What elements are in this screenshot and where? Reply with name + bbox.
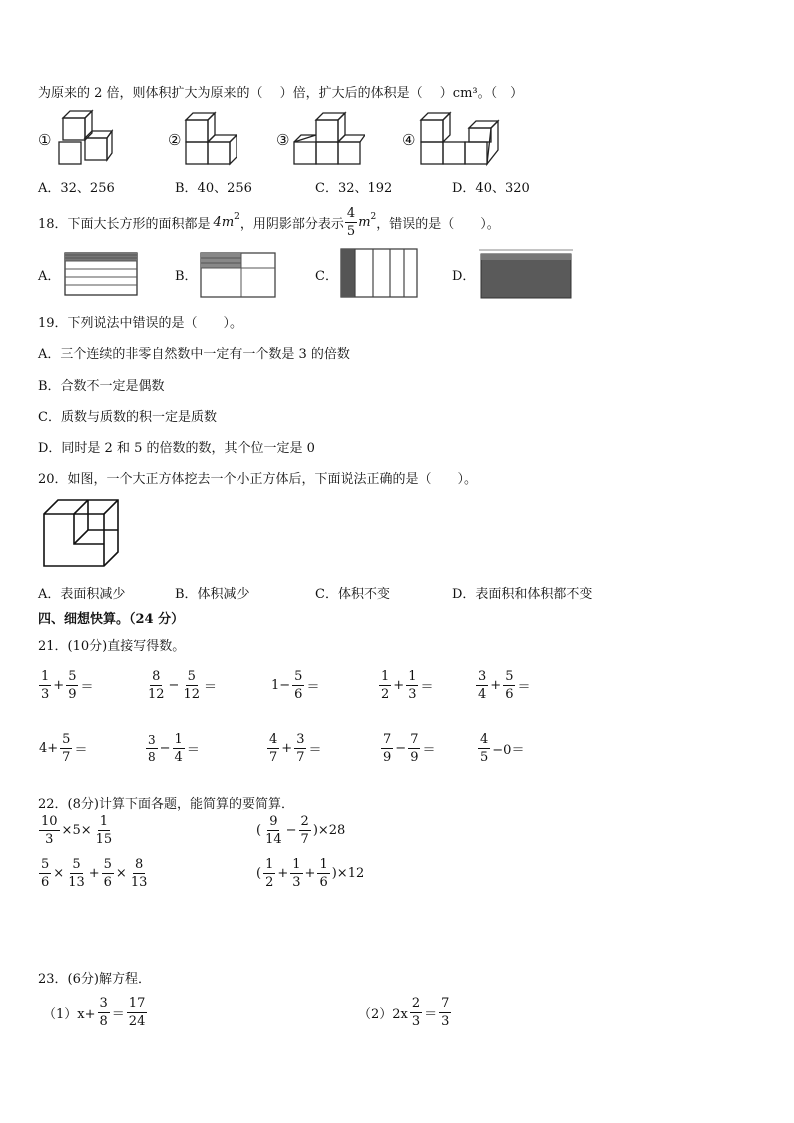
q20-option-c[interactable]: C．体积不变 bbox=[315, 587, 390, 602]
q18-stem-post: ，错误的是（ ）。 bbox=[376, 216, 500, 232]
q18-area: 4 bbox=[213, 214, 222, 230]
q18-option-c[interactable]: C． bbox=[315, 269, 338, 284]
q18-figure-d bbox=[476, 246, 576, 302]
q22-expr-2: ( $\frac{9}{14}$ − $\frac{2}{7}$ )×28 bbox=[256, 814, 346, 847]
q18-fraction: $\frac{4}{5}$ bbox=[346, 205, 356, 239]
q21-item-7: $\frac{3}{8}$ − $\frac{1}{4}$ ＝ bbox=[148, 732, 200, 765]
q21-item-8: $\frac{4}{7}$ + $\frac{3}{7}$ ＝ bbox=[269, 732, 322, 765]
q17-fig-label-1: ① bbox=[38, 131, 52, 149]
q21-stem: 21．(10分)直接写得数。 bbox=[38, 639, 186, 654]
q21-item-4: $\frac{1}{2}$ + $\frac{1}{3}$ ＝ bbox=[381, 669, 434, 702]
q17-fig-label-3: ③ bbox=[276, 131, 290, 149]
q17-cube-figure-3 bbox=[290, 110, 365, 168]
q17-option-c[interactable]: C．32、192 bbox=[315, 181, 393, 196]
q19-option-b[interactable]: B．合数不一定是偶数 bbox=[38, 379, 165, 394]
q19-option-c[interactable]: C．质数与质数的积一定是质数 bbox=[38, 410, 217, 425]
q21-item-1: $\frac{1}{3}$ + $\frac{5}{9}$ ＝ bbox=[41, 669, 94, 702]
q20-option-a[interactable]: A．表面积减少 bbox=[38, 587, 126, 602]
q20-cube-figure bbox=[40, 496, 122, 570]
q18-option-a[interactable]: A． bbox=[38, 269, 61, 284]
q21-item-6: 4+ $\frac{5}{7}$ ＝ bbox=[39, 732, 88, 765]
q20-option-d[interactable]: D．表面积和体积都不变 bbox=[452, 587, 593, 602]
q18-figure-b bbox=[198, 250, 278, 300]
q23-equation-2: （2）2x $\frac{2}{3}$ ＝ $\frac{7}{3}$ bbox=[358, 996, 450, 1029]
q18-unit-exp: 2 bbox=[234, 212, 240, 222]
q19-stem: 19．下列说法中错误的是（ ）。 bbox=[38, 316, 244, 331]
q19-option-a[interactable]: A．三个连续的非零自然数中一定有一个数是 3 的倍数 bbox=[38, 347, 350, 362]
q17-cube-figure-4 bbox=[417, 110, 502, 168]
q21-item-9: $\frac{7}{9}$ − $\frac{7}{9}$ ＝ bbox=[383, 732, 436, 765]
q21-item-10: $\frac{4}{5}$ −0＝ bbox=[480, 732, 525, 765]
q17-option-d[interactable]: D．40、320 bbox=[452, 181, 530, 196]
q20-stem: 20．如图，一个大正方体挖去一个小正方体后，下面说法正确的是（ ）。 bbox=[38, 472, 478, 487]
q22-stem: 22．(8分)计算下面各题，能简算的要简算． bbox=[38, 797, 294, 812]
q17-fig-label-4: ④ bbox=[402, 131, 416, 149]
q21-item-3: 1− $\frac{5}{6}$ ＝ bbox=[271, 669, 320, 702]
q23-equation-1: （1）x+ $\frac{3}{8}$ ＝ $\frac{17}{24}$ bbox=[43, 996, 146, 1029]
q17-option-a[interactable]: A．32、256 bbox=[38, 181, 115, 196]
q18-option-d[interactable]: D． bbox=[452, 269, 476, 284]
q21-item-5: $\frac{3}{4}$ + $\frac{5}{6}$ ＝ bbox=[478, 669, 531, 702]
q21-item-2: $\frac{8}{12}$ − $\frac{5}{12}$ ＝ bbox=[148, 669, 218, 702]
q17-cube-figure-1 bbox=[55, 108, 115, 168]
q18-stem-mid: ，用阴影部分表示 bbox=[239, 216, 344, 232]
q22-expr-4: ( $\frac{1}{2}$ + $\frac{1}{3}$ + $\frac{1}{6}$ )×12 bbox=[256, 857, 365, 890]
q18-option-b[interactable]: B． bbox=[175, 269, 198, 284]
q17-stem: 为原来的 2 倍，则体积扩大为原来的（ ）倍，扩大后的体积是（ ）cm³。（ ） bbox=[38, 86, 524, 101]
q17-cube-figure-2 bbox=[182, 110, 237, 168]
q18-unit: m bbox=[221, 214, 235, 230]
q22-expr-1: $\frac{10}{3}$ ×5× $\frac{1}{15}$ bbox=[41, 814, 113, 847]
q18-figure-c bbox=[338, 246, 420, 300]
q17-fig-label-2: ② bbox=[168, 131, 182, 149]
q20-option-b[interactable]: B．体积减少 bbox=[175, 587, 250, 602]
q23-stem: 23．(6分)解方程． bbox=[38, 972, 151, 987]
q19-option-d[interactable]: D．同时是 2 和 5 的倍数的数，其个位一定是 0 bbox=[38, 441, 315, 456]
q18-stem: 18．下面大长方形的面积都是 4 m $^2$ ，用阴影部分表示 $\frac{4}{5}$ m $^2$ ，错误的是（ ）。 bbox=[38, 205, 500, 239]
q17-option-b[interactable]: B．40、256 bbox=[175, 181, 252, 196]
q18-stem-pre: 18．下面大长方形的面积都是 bbox=[38, 216, 211, 232]
section-title: 四、细想快算。（24 分） bbox=[38, 612, 185, 627]
q18-figure-a bbox=[62, 250, 140, 298]
q22-expr-3: $\frac{5}{6}$ × $\frac{5}{13}$ + $\frac{5}{6}$ × $\frac{8}{13}$ bbox=[41, 857, 148, 890]
